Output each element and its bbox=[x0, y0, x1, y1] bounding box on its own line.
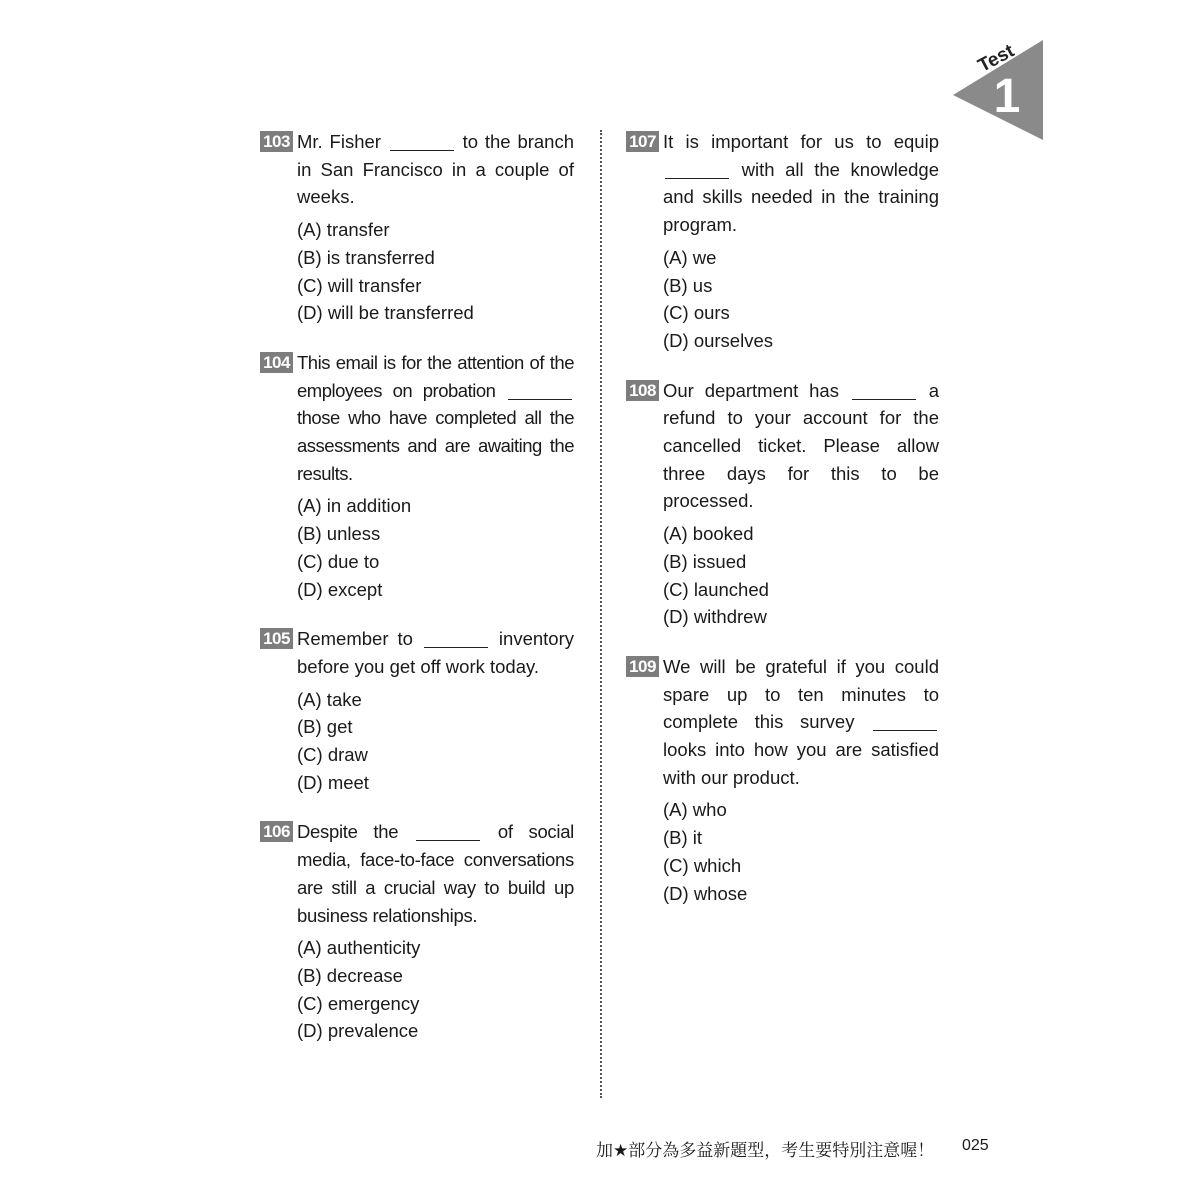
question-text: Remember to inventory before you get off work today. bbox=[297, 628, 574, 677]
question-104 bbox=[260, 349, 574, 603]
question-number-badge: 106 bbox=[260, 821, 293, 842]
question-text: It is important for us to equip with all the knowledge and skills needed in the training program. bbox=[663, 131, 939, 236]
option-b: (B) issued bbox=[663, 550, 747, 572]
question-stem bbox=[260, 625, 574, 680]
question-stem bbox=[260, 128, 574, 211]
answer-options bbox=[297, 216, 574, 327]
option-c: (C) due to bbox=[297, 550, 380, 572]
question-number-badge: 103 bbox=[260, 131, 293, 152]
option-c: (C) draw bbox=[297, 744, 368, 766]
question-text: This email is for the attention of the employees on probation those who have completed all the assessments and are awaiting the results. bbox=[297, 351, 574, 484]
footer-note: 加★部分為多益新題型，考生要特別注意喔！ bbox=[596, 1141, 935, 1160]
question-number-badge: 107 bbox=[626, 131, 659, 152]
question-text: Despite the of social media, face-to-face conversations are still a crucial way to build up business relationships. bbox=[297, 821, 574, 926]
question-stem bbox=[626, 377, 939, 516]
answer-blank bbox=[390, 150, 454, 151]
answer-blank bbox=[852, 399, 916, 400]
option-b: (B) get bbox=[297, 716, 353, 738]
answer-options bbox=[663, 796, 939, 907]
option-b: (B) us bbox=[663, 274, 713, 296]
answer-blank bbox=[416, 840, 480, 841]
answer-options bbox=[297, 686, 574, 797]
answer-blank bbox=[665, 178, 729, 179]
question-stem bbox=[260, 818, 574, 929]
option-a: (A) take bbox=[297, 688, 362, 710]
question-108 bbox=[626, 377, 939, 631]
answer-blank bbox=[424, 647, 488, 648]
option-c: (C) will transfer bbox=[297, 274, 422, 296]
option-d: (D) except bbox=[297, 578, 383, 600]
question-number-badge: 109 bbox=[626, 656, 659, 677]
answer-blank bbox=[508, 399, 572, 400]
test-tab bbox=[950, 40, 1045, 140]
question-text: Our department has a refund to your account for the cancelled ticket. Please allow three days for this to be processed. bbox=[663, 379, 940, 512]
question-stem bbox=[626, 128, 939, 239]
test-tab-triangle bbox=[950, 40, 1045, 140]
test-label: Test bbox=[974, 40, 1018, 77]
option-a: (A) we bbox=[663, 246, 717, 268]
option-a: (A) booked bbox=[663, 523, 754, 545]
option-a: (A) transfer bbox=[297, 219, 390, 241]
option-d: (D) will be transferred bbox=[297, 302, 474, 324]
option-a: (A) who bbox=[663, 799, 727, 821]
column-divider bbox=[600, 130, 602, 1098]
option-d: (D) withdrew bbox=[663, 606, 767, 628]
answer-options bbox=[297, 492, 574, 603]
question-number-badge: 105 bbox=[260, 628, 293, 649]
question-106 bbox=[260, 818, 574, 1045]
option-b: (B) is transferred bbox=[297, 246, 435, 268]
option-d: (D) meet bbox=[297, 771, 369, 793]
option-c: (C) which bbox=[663, 854, 742, 876]
question-text: Mr. Fisher to the branch in San Francisco in a couple of weeks. bbox=[297, 131, 575, 208]
page-number: 025 bbox=[962, 1137, 989, 1154]
option-b: (B) decrease bbox=[297, 964, 403, 986]
question-109 bbox=[626, 653, 939, 907]
answer-options bbox=[663, 244, 939, 355]
question-103 bbox=[260, 128, 574, 327]
option-d: (D) prevalence bbox=[297, 1020, 419, 1042]
question-stem bbox=[260, 349, 574, 488]
answer-options bbox=[663, 520, 939, 631]
option-d: (D) ourselves bbox=[663, 329, 773, 351]
question-107 bbox=[626, 128, 939, 355]
right-column bbox=[626, 128, 939, 929]
question-stem bbox=[626, 653, 939, 792]
question-105 bbox=[260, 625, 574, 796]
question-text: We will be grateful if you could spare up to ten minutes to complete this survey looks into how you are satisfied with our product. bbox=[663, 655, 939, 788]
answer-options bbox=[297, 934, 574, 1045]
option-d: (D) whose bbox=[663, 882, 748, 904]
option-c: (C) launched bbox=[663, 578, 769, 600]
option-c: (C) ours bbox=[663, 302, 730, 324]
answer-blank bbox=[873, 730, 937, 731]
question-number-badge: 104 bbox=[260, 352, 293, 373]
option-a: (A) in addition bbox=[297, 495, 412, 517]
left-column bbox=[260, 128, 574, 1067]
option-c: (C) emergency bbox=[297, 992, 420, 1014]
option-b: (B) it bbox=[663, 827, 703, 849]
option-b: (B) unless bbox=[297, 523, 381, 545]
option-a: (A) authenticity bbox=[297, 937, 421, 959]
test-number: 1 bbox=[993, 70, 1021, 123]
question-number-badge: 108 bbox=[626, 380, 659, 401]
